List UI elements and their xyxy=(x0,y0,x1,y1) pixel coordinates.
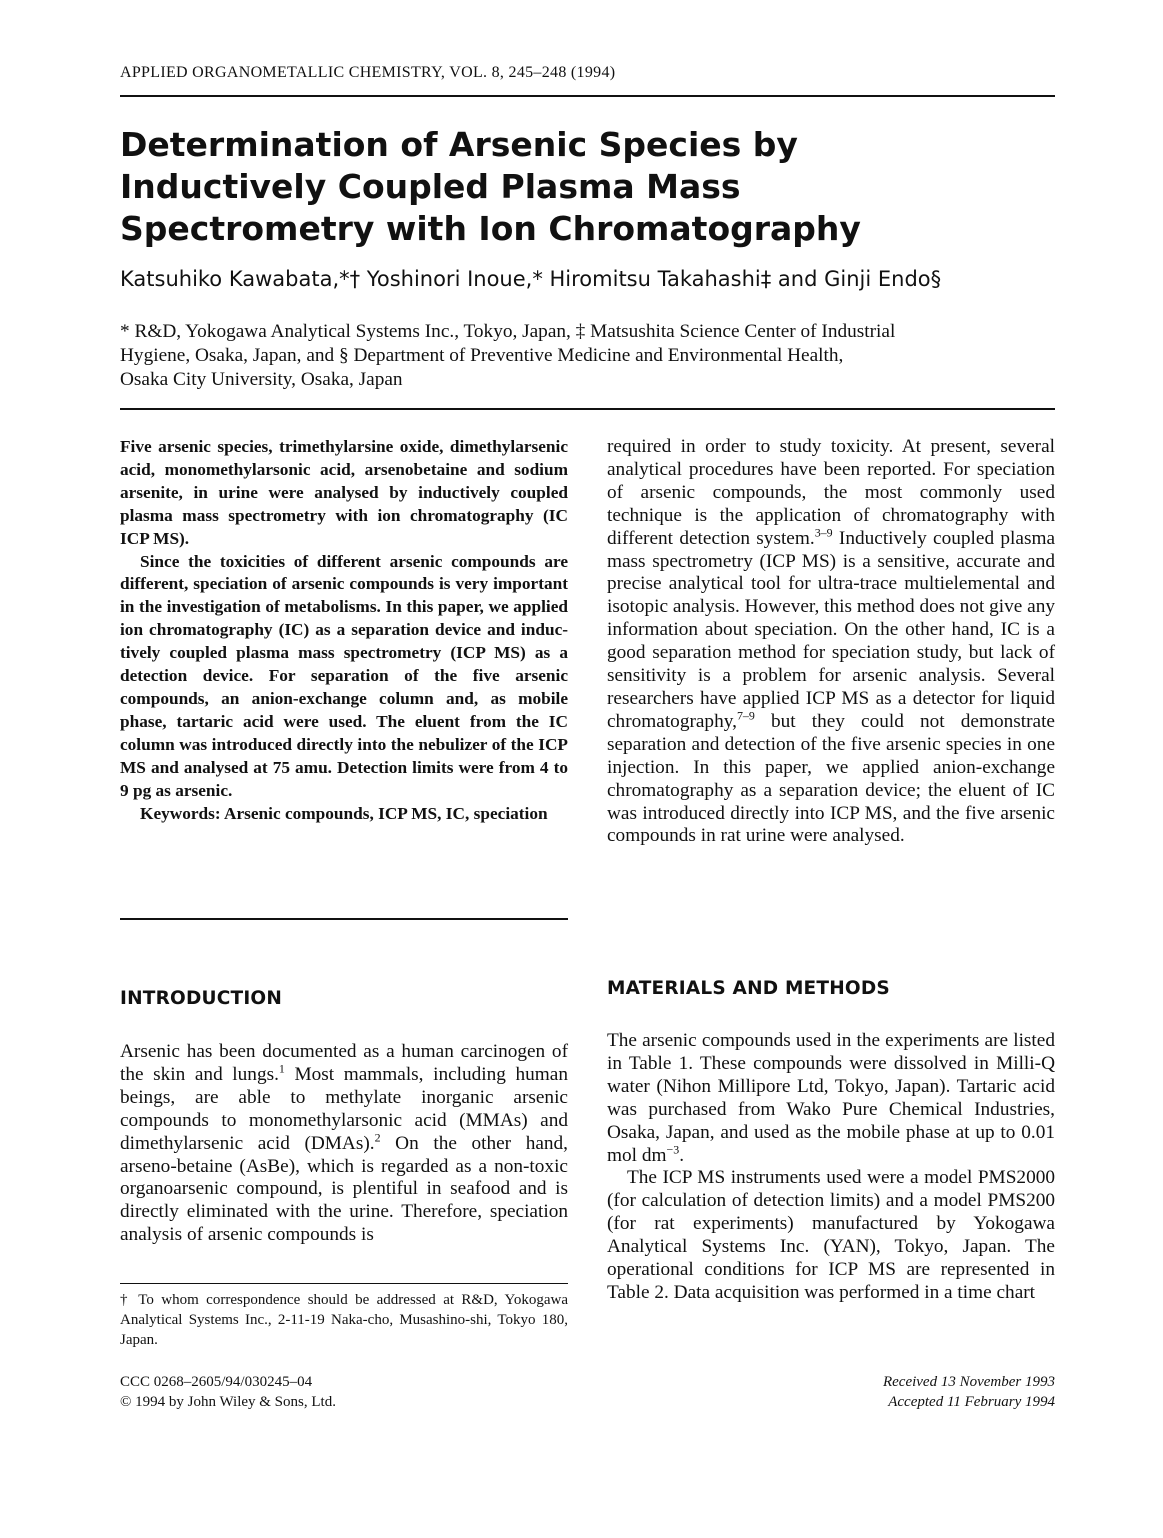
materials-body xyxy=(607,1030,1055,1305)
abstract-rule xyxy=(120,918,568,920)
reference-marker: 3–9 xyxy=(814,525,833,540)
title-line: Spectrometry with Ion Chromatography xyxy=(120,209,861,248)
reference-marker: 7–9 xyxy=(736,708,755,723)
title-line: Determination of Arsenic Species by xyxy=(120,125,798,164)
reference-marker: 1 xyxy=(278,1061,285,1076)
affiliation-line: Hygiene, Osaka, Japan, and § Department of Preventive Medicine and Environmental Health, xyxy=(120,345,844,366)
abstract-paragraph: Since the toxicities of different arsenic compounds are different, speciation of arsenic compounds is very important in the investigation of metabolisms. In this paper, we applied ion chromatography (IC) as a separation device and inductively coupled plasma mass spectrometry (ICP MS) as a detection device. For separation of the five arsenic compounds, an anion-exchange column and, as mobile phase, tartaric acid were used. The eluent from the IC column was introduced directly into the nebulizer of the ICP MS and analysed at 75 amu. Detection limits were from 4 to 9 pg as arsenic. xyxy=(120,551,568,800)
imprint xyxy=(120,1372,568,1412)
footnote-rule xyxy=(120,1283,568,1284)
article-title xyxy=(120,124,1055,250)
received-accepted-dates xyxy=(607,1372,1055,1412)
reference-marker: 2 xyxy=(374,1130,381,1145)
introduction-continued xyxy=(607,436,1055,848)
affiliations xyxy=(120,320,1055,392)
abstract-paragraph: Five arsenic species, trimethylarsine oxide, dimethylarsenic acid, monomethylarsonic acid, arsenobetaine and sodium arsenite, in urine were analysed by inductively coupled plasma mass spectrometry with ion chromatography (IC ICP MS). xyxy=(120,437,568,548)
accepted-date: Accepted 11 February 1994 xyxy=(888,1394,1055,1410)
title-line: Inductively Coupled Plasma Mass xyxy=(120,167,741,206)
ccc-code: CCC 0268–2605/94/030245–04 xyxy=(120,1374,313,1390)
copyright: © 1994 by John Wiley & Sons, Ltd. xyxy=(120,1394,336,1410)
author-list: Katsuhiko Kawabata,*† Yoshinori Inoue,* Hiromitsu Takahashi‡ and Ginji Endo§ xyxy=(120,267,942,291)
affiliation-line: * R&D, Yokogawa Analytical Systems Inc., Tokyo, Japan, ‡ Matsushita Science Center of Industrial xyxy=(120,321,896,342)
body-paragraph: The ICP MS instruments used were a model PMS2000 (for calculation of detection limits) and a model PMS200 (for rat experiments) manufactured by Yokogawa Analytical Systems Inc. (YAN), Tokyo, Japan. The operational conditions for ICP MS are represented in Table 2. Data acquisition was performed in a time chart xyxy=(607,1167,1055,1303)
journal-header: APPLIED ORGANOMETALLIC CHEMISTRY, VOL. 8, 245–248 (1994) xyxy=(120,64,616,81)
body-paragraph: required in order to study toxicity. At present, several analytical procedures have been reported. For speciation of arsenic compounds, the most commonly used technique is the application of chromatography with different detection system.$^{3-9}$ Inductively coupled plasma mass spectrometry (ICP MS) is a sensitive, accurate and precise analytical tool for ultra-trace multielemental and isotopic analysis. However, this method does not give any information about speciation. On the other hand, IC is a good separation method for speciation study, but lack of sensitivity is a problem for arsenic analysis. Several researchers have applied ICP MS as a detector for liquid chromatography,$^{7-9}$ but they could not demonstrate separation and detection of the five arsenic species in one injection. In this paper, we applied anion-exchange chromatography as a separation device; the eluent of IC was introduced directly into ICP MS, and the five arsenic compounds in rat urine were analysed. xyxy=(607,436,1055,847)
section-heading-introduction: INTRODUCTION xyxy=(120,988,283,1009)
affiliation-rule xyxy=(120,408,1055,410)
correspondence-footnote: † To whom correspondence should be addressed at R&D, Yokogawa Analytical Systems Inc., 2-11-19 Naka-cho, Musashino-shi, Tokyo 180, Japan. xyxy=(120,1292,568,1348)
affiliation-line: Osaka City University, Osaka, Japan xyxy=(120,369,403,390)
introduction-body xyxy=(120,1041,568,1247)
header-rule xyxy=(120,95,1055,97)
body-paragraph: The arsenic compounds used in the experiments are listed in Table 1. These compounds were dissolved in Milli-Q water (Nihon Millipore Ltd, Tokyo, Japan). Tartaric acid was purchased from Wako Pure Chemical Industries, Osaka, Japan, and used as the mobile phase at up to 0.01 mol $dm^{-3}$. xyxy=(607,1030,1055,1166)
keywords: Keywords: Arsenic compounds, ICP MS, IC, speciation xyxy=(140,803,548,823)
body-paragraph: Arsenic has been documented as a human carcinogen of the skin and lungs.$^1$ Most mammals, including human beings, are able to methylate inorganic arsenic compounds to monomethylarsonic acid (MMAs) and dimethylarsenic acid (DMAs).$^2$ On the other hand, arseno-betaine (AsBe), which is regarded as a non-toxic organoarsenic compound, is plentiful in seafood and is directly eliminated with the urine. Therefore, speciation analysis of arsenic compounds is xyxy=(120,1041,568,1246)
abstract xyxy=(120,436,568,825)
section-heading-materials: MATERIALS AND METHODS xyxy=(607,978,890,999)
received-date: Received 13 November 1993 xyxy=(882,1374,1055,1390)
